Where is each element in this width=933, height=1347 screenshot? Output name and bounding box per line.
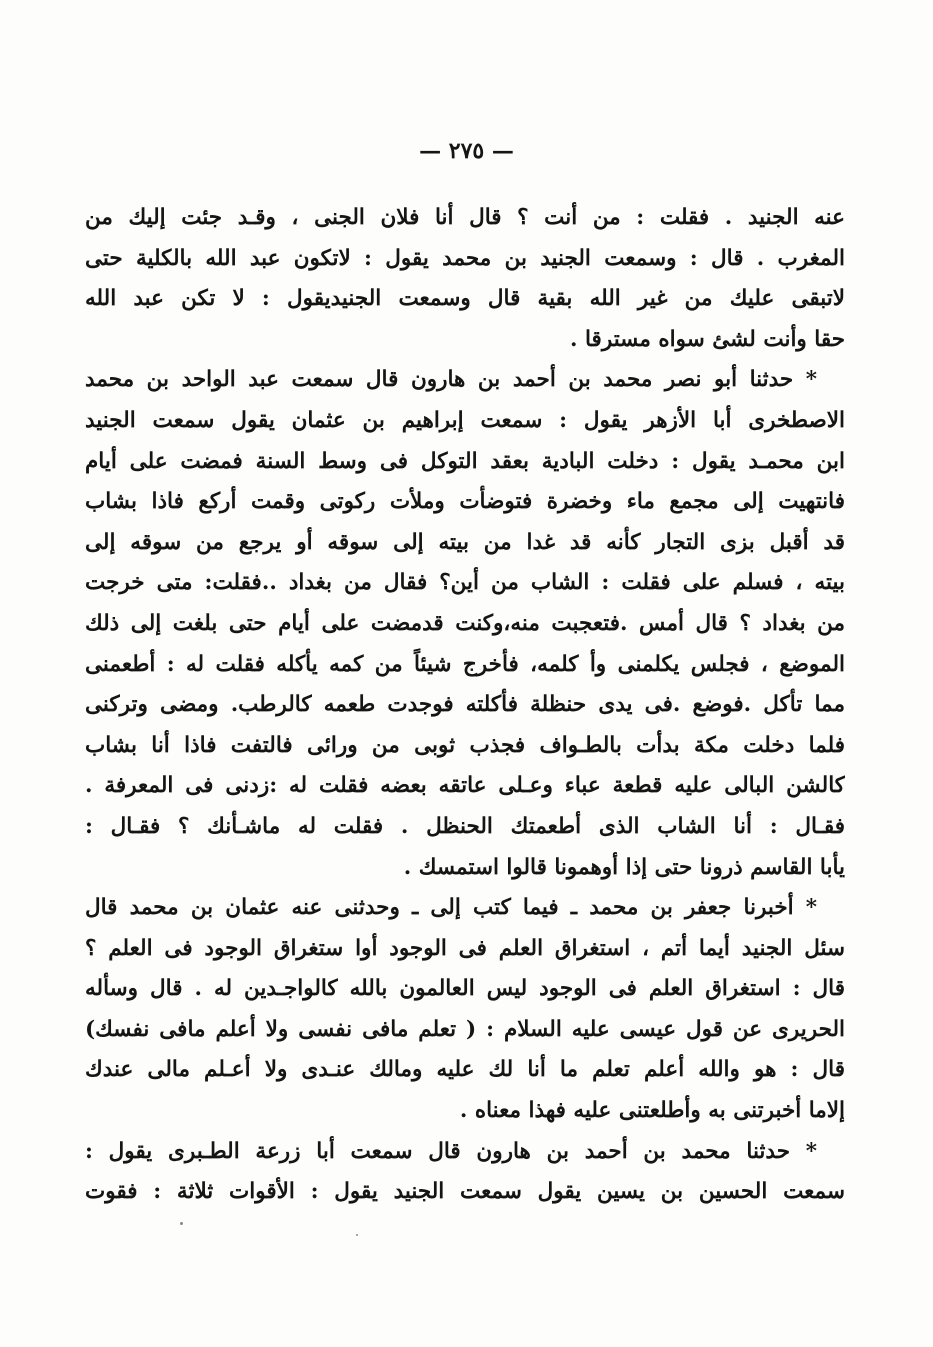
text-line: يأبا القاسم ذرونا حتى إذا أوهمونا قالوا استمسك .	[403, 854, 845, 880]
text-line: فانتهيت إلى مجمع ماء وخضرة فتوضأت وملأت ركوتى وقمت أركع فاذا بشاب	[85, 489, 845, 515]
scan-speck	[180, 1222, 183, 1225]
text-line: الاصطخرى أبا الأزهر يقول : سمعت إبراهيم بن عثمان يقول سمعت الجنيد	[85, 407, 845, 433]
text-line: عنه الجنيد . فقلت : من أنت ؟ قال أنا فلان الجنى ، وقـد جئت إليك من	[85, 205, 845, 230]
text-line: كالشن البالى عليه قطعة عباء وعـلى عاتقه بعضه فقلت له :زدنى فى المعرفة .	[85, 773, 845, 799]
text-line: قال : استغراق العلم فى الوجود ليس العالمون بالله كالواجـدين له . قال وسأله	[85, 976, 845, 1002]
text-line: فلما دخلت مكة بدأت بالطـواف فجذب ثوبى من ورائى فالتفت فاذا أنا بشاب	[85, 732, 845, 758]
text-line: قد أقبل بزى التجار كأنه قد غدا من بيته إلى سوقه أو يرجع من سوقه إلى	[85, 529, 845, 555]
text-line: بيته ، فسلم على فقلت : الشاب من أين؟ فقال من بغداد ..فقلت: متى خرجت	[85, 570, 845, 596]
text-line: الحريرى عن قول عيسى عليه السلام : ( تعلم مافى نفسى ولا أعلم مافى نفسك)	[85, 1016, 845, 1042]
text-line: * أخبرنا جعفر بن محمد ـ فيما كتب إلى ـ وحدثنى عنه عثمان بن محمد قال	[85, 895, 817, 921]
text-line: مما تأكل .فوضع .فى يدى حنظلة فأكلته فوجدت طعمه كالرطب. ومضى وتركنى	[85, 692, 845, 718]
scan-speck	[356, 1234, 358, 1236]
text-line: حقا وأنت لشئ سواه مسترقا .	[570, 326, 845, 352]
text-line: المغرب . قال : وسمعت الجنيد بن محمد يقول : لاتكون عبد الله بالكلية حتى	[85, 245, 845, 271]
text-line: فقـال : أنا الشاب الذى أطعمتك الحنظل . فقلت له ماشـأنك ؟ فقـال :	[85, 813, 845, 839]
text-line: إلاما أخبرتنى به وأطلعتنى عليه فهذا معناه .	[459, 1098, 845, 1124]
text-line: من بغداد ؟ قال أمس .فتعجبت منه،وكنت قدمضت على أيام حتى بلغت إلى ذلك	[85, 610, 845, 636]
text-line: ابن محمـد يقول : دخلت البادية بعقد التوكل فى وسط السنة فمضت على أيام	[85, 448, 845, 474]
body-text	[85, 198, 845, 1213]
text-line: * حدثنا أبو نصر محمد بن أحمد بن هارون قال سمعت عبد الواحد بن محمد	[85, 367, 817, 393]
page-number: — ٢٧٥ —	[419, 138, 514, 164]
text-line: سئل الجنيد أيما أتم ، استغراق العلم فى الوجود أوا ستغراق الوجود فى العلم ؟	[85, 935, 845, 961]
text-line: لاتبقى عليك من غير الله بقية قال وسمعت الجنيديقول : لا تكن عبد الله	[85, 286, 845, 312]
text-line: الموضع ، فجلس يكلمنى وأ كلمه، فأخرج شيئاً من كمه يأكله فقلت له : أطعمنى	[85, 651, 845, 677]
text-line: قال : هو والله أعلم تعلم ما أنا لك عليه ومالك عنـدى ولا أعـلم مالى عندك	[85, 1057, 845, 1083]
text-line: * حدثنا محمد بن أحمد بن هارون قال سمعت أبا زرعة الطـبرى يقول :	[85, 1138, 817, 1164]
text-line: سمعت الحسين بن يسين يقول سمعت الجنيد يقول : الأقوات ثلاثة : فقوت	[85, 1179, 845, 1205]
